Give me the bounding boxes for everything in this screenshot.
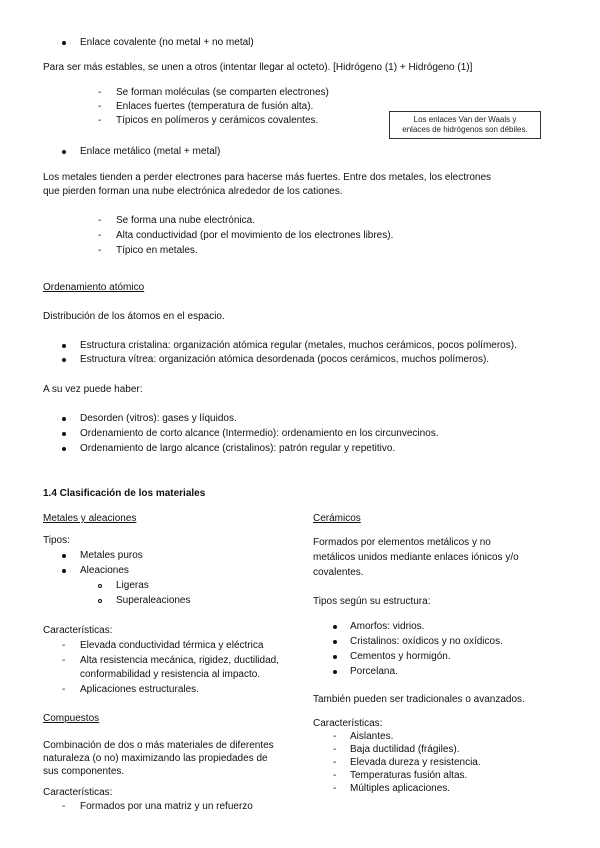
dash: - <box>62 655 66 666</box>
dash: - <box>98 115 102 126</box>
ceramics-desc: metálicos unidos mediante enlaces iónicos y/o <box>313 552 519 563</box>
dash: - <box>62 801 66 812</box>
bullet <box>62 432 66 436</box>
order-item: Ordenamiento de corto alcance (Intermedio): ordenamiento en los circunvecinos. <box>80 428 439 439</box>
bullet <box>333 625 337 629</box>
metals-char-label: Características: <box>43 625 113 636</box>
ceramics-type: Porcelana. <box>350 666 398 677</box>
ceramics-char: Aislantes. <box>350 731 394 742</box>
dash: - <box>98 87 102 98</box>
dash: - <box>62 684 66 695</box>
bullet <box>62 447 66 451</box>
metals-char: Alta resistencia mecánica, rigidez, ductilidad, <box>80 655 279 666</box>
bullet <box>62 417 66 421</box>
dash: - <box>333 783 337 794</box>
metals-type: Metales puros <box>80 550 143 561</box>
dash: - <box>98 101 102 112</box>
metals-types-label: Tipos: <box>43 535 70 546</box>
ceramics-desc: covalentes. <box>313 567 364 578</box>
ceramics-types-label: Tipos según su estructura: <box>313 596 431 607</box>
sub-bullet <box>98 584 102 588</box>
composites-char-label: Características: <box>43 787 113 798</box>
metallic-intro: Los metales tienden a perder electrones para hacerse más fuertes. Entre dos metales, los electrones <box>43 172 492 183</box>
atomic-item: Estructura cristalina: organización atómica regular (metales, muchos cerámicos, pocos polímeros). <box>80 340 517 351</box>
order-item: Desorden (vitros): gases y líquidos. <box>80 413 237 424</box>
ceramics-type: Cristalinos: oxídicos y no oxídicos. <box>350 636 503 647</box>
sub-bullet <box>98 599 102 603</box>
metals-char: Elevada conductividad térmica y eléctrica <box>80 640 264 651</box>
bullet <box>62 344 66 348</box>
ceramics-type: Amorfos: vidrios. <box>350 621 425 632</box>
dash: - <box>98 230 102 241</box>
note-line: Los enlaces Van der Waals y <box>413 115 517 124</box>
atomic-intro: Distribución de los átomos en el espacio. <box>43 311 225 322</box>
covalent-item: Típicos en polímeros y cerámicos covalentes. <box>116 115 319 126</box>
composites-desc: naturaleza (o no) maximizando las propiedades de <box>43 753 268 764</box>
note-line: enlaces de hidrógenos son débiles. <box>402 125 528 134</box>
dash: - <box>98 245 102 256</box>
ceramics-type: Cementos y hormigón. <box>350 651 451 662</box>
dash: - <box>98 215 102 226</box>
dash: - <box>62 640 66 651</box>
covalent-intro: Para ser más estables, se unen a otros (intentar llegar al octeto). [Hidrógeno (1) + Hidrógeno (1)] <box>43 62 473 73</box>
metallic-intro: que pierden forman una nube electrónica alrededor de los cationes. <box>43 186 343 197</box>
order-item: Ordenamiento de largo alcance (cristalinos): patrón regular y repetitivo. <box>80 443 396 454</box>
metals-subtype: Ligeras <box>116 580 149 591</box>
composites-heading: Compuestos <box>43 713 100 724</box>
atomic-item: Estructura vítrea: organización atómica desordenada (pocos cerámicos, muchos polímeros). <box>80 354 490 365</box>
bullet <box>62 358 66 362</box>
composites-desc: sus componentes. <box>43 766 125 777</box>
bullet <box>62 554 66 558</box>
metallic-item: Típico en metales. <box>116 245 198 256</box>
composites-desc: Combinación de dos o más materiales de diferentes <box>43 740 274 751</box>
covalent-item: Enlaces fuertes (temperatura de fusión alta). <box>116 101 314 112</box>
covalent-item: Se forman moléculas (se comparten electrones) <box>116 87 329 98</box>
bullet <box>62 41 66 45</box>
ceramics-char: Temperaturas fusión altas. <box>350 770 468 781</box>
metallic-heading: Enlace metálico (metal + metal) <box>80 146 221 157</box>
ceramics-char-label: Características: <box>313 718 383 729</box>
ceramics-char: Baja ductilidad (frágiles). <box>350 744 460 755</box>
ceramics-also: También pueden ser tradicionales o avanzados. <box>313 694 525 705</box>
covalent-heading: Enlace covalente (no metal + no metal) <box>80 37 254 48</box>
metals-subtype: Superaleaciones <box>116 595 191 606</box>
bullet <box>62 569 66 573</box>
dash: - <box>333 770 337 781</box>
atomic-also: A su vez puede haber: <box>43 384 143 395</box>
metals-char: conformabilidad y resistencia al impacto. <box>80 669 261 680</box>
metallic-item: Alta conductividad (por el movimiento de los electrones libres). <box>116 230 394 241</box>
bullet <box>62 150 66 154</box>
bullet <box>333 670 337 674</box>
metals-type: Aleaciones <box>80 565 129 576</box>
ceramics-desc: Formados por elementos metálicos y no <box>313 537 491 548</box>
dash: - <box>333 757 337 768</box>
bullet <box>333 640 337 644</box>
atomic-heading: Ordenamiento atómico <box>43 282 145 293</box>
ceramics-heading: Cerámicos <box>313 513 361 524</box>
note-box <box>389 111 541 139</box>
metallic-item: Se forma una nube electrónica. <box>116 215 255 226</box>
dash: - <box>333 731 337 742</box>
composites-char: Formados por una matriz y un refuerzo <box>80 801 253 812</box>
ceramics-char: Elevada dureza y resistencia. <box>350 757 481 768</box>
dash: - <box>333 744 337 755</box>
metals-heading: Metales y aleaciones <box>43 513 137 524</box>
bullet <box>333 655 337 659</box>
metals-char: Aplicaciones estructurales. <box>80 684 199 695</box>
ceramics-char: Múltiples aplicaciones. <box>350 783 451 794</box>
section-heading: 1.4 Clasificación de los materiales <box>43 488 206 499</box>
